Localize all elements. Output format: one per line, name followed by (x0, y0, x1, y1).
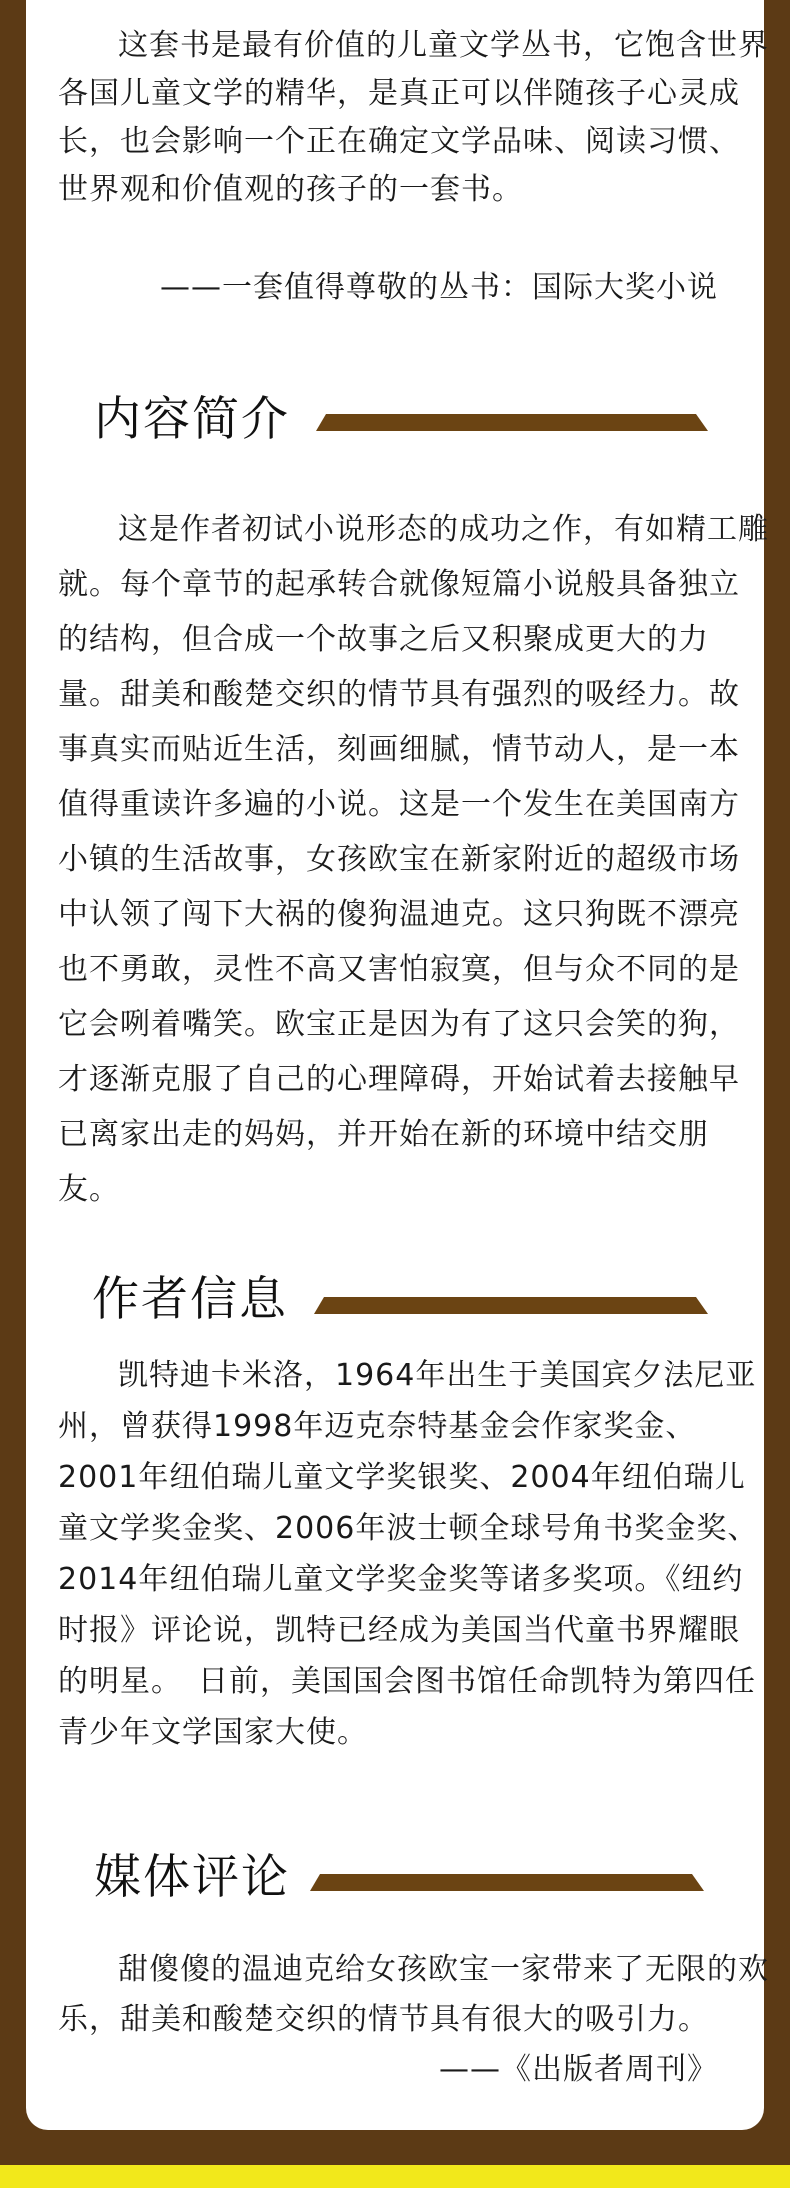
section-divider-bar (316, 414, 708, 431)
section-title-content: 内容简介 (94, 392, 290, 447)
section-title-author: 作者信息 (92, 1272, 288, 1327)
section-title-media: 媒体评论 (94, 1850, 290, 1905)
media-review-paragraph: 甜傻傻的温迪克给女孩欧宝一家带来了无限的欢乐，甜美和酸楚交织的情节具有很大的吸引力。 (58, 1952, 769, 2037)
media-attribution: ——《出版者周刊》 (439, 2052, 718, 2087)
content-card (26, 0, 769, 2130)
bottom-yellow-band (0, 2165, 790, 2188)
section-divider-bar (314, 1297, 708, 1314)
author-paragraph: 凯特迪卡米洛，1964年出生于美国宾夕法尼亚州，曾获得1998年迈克奈特基金会作家奖金、2001年纽伯瑞儿童文学奖银奖、2004年纽伯瑞儿童文学奖金奖、2006年波士顿全球号角书奖金奖、2014年纽伯瑞儿童文学奖金奖等诸多奖项。《纽约时报》评论说，凯特已经成为美国当代童书界耀眼的明星。 日前，美国国会图书馆任命凯特为第四任青少年文学国家大使。 (58, 1358, 759, 1750)
section-divider-bar (310, 1874, 704, 1891)
intro-attribution: ——一套值得尊敬的丛书：国际大奖小说 (160, 270, 718, 305)
intro-paragraph: 这套书是最有价值的儿童文学丛书，它饱含世界各国儿童文学的精华，是真正可以伴随孩子心灵成长，也会影响一个正在确定文学品味、阅读习惯、世界观和价值观的孩子的一套书。 (58, 28, 769, 207)
content-paragraph: 这是作者初试小说形态的成功之作，有如精工雕就。每个章节的起承转合就像短篇小说般具备独立的结构，但合成一个故事之后又积聚成更大的力量。甜美和酸楚交织的情节具有强烈的吸经力。故事真实而贴近生活，刻画细腻，情节动人，是一本值得重读许多遍的小说。这是一个发生在美国南方小镇的生活故事，女孩欧宝在新家附近的超级市场中认领了闯下大祸的傻狗温迪克。这只狗既不漂亮也不勇敢，灵性不高又害怕寂寞，但与众不同的是它会咧着嘴笑。欧宝正是因为有了这只会笑的狗，才逐渐克服了自己的心理障碍，开始试着去接触早已离家出走的妈妈，并开始在新的环境中结交朋友。 (58, 512, 769, 1207)
